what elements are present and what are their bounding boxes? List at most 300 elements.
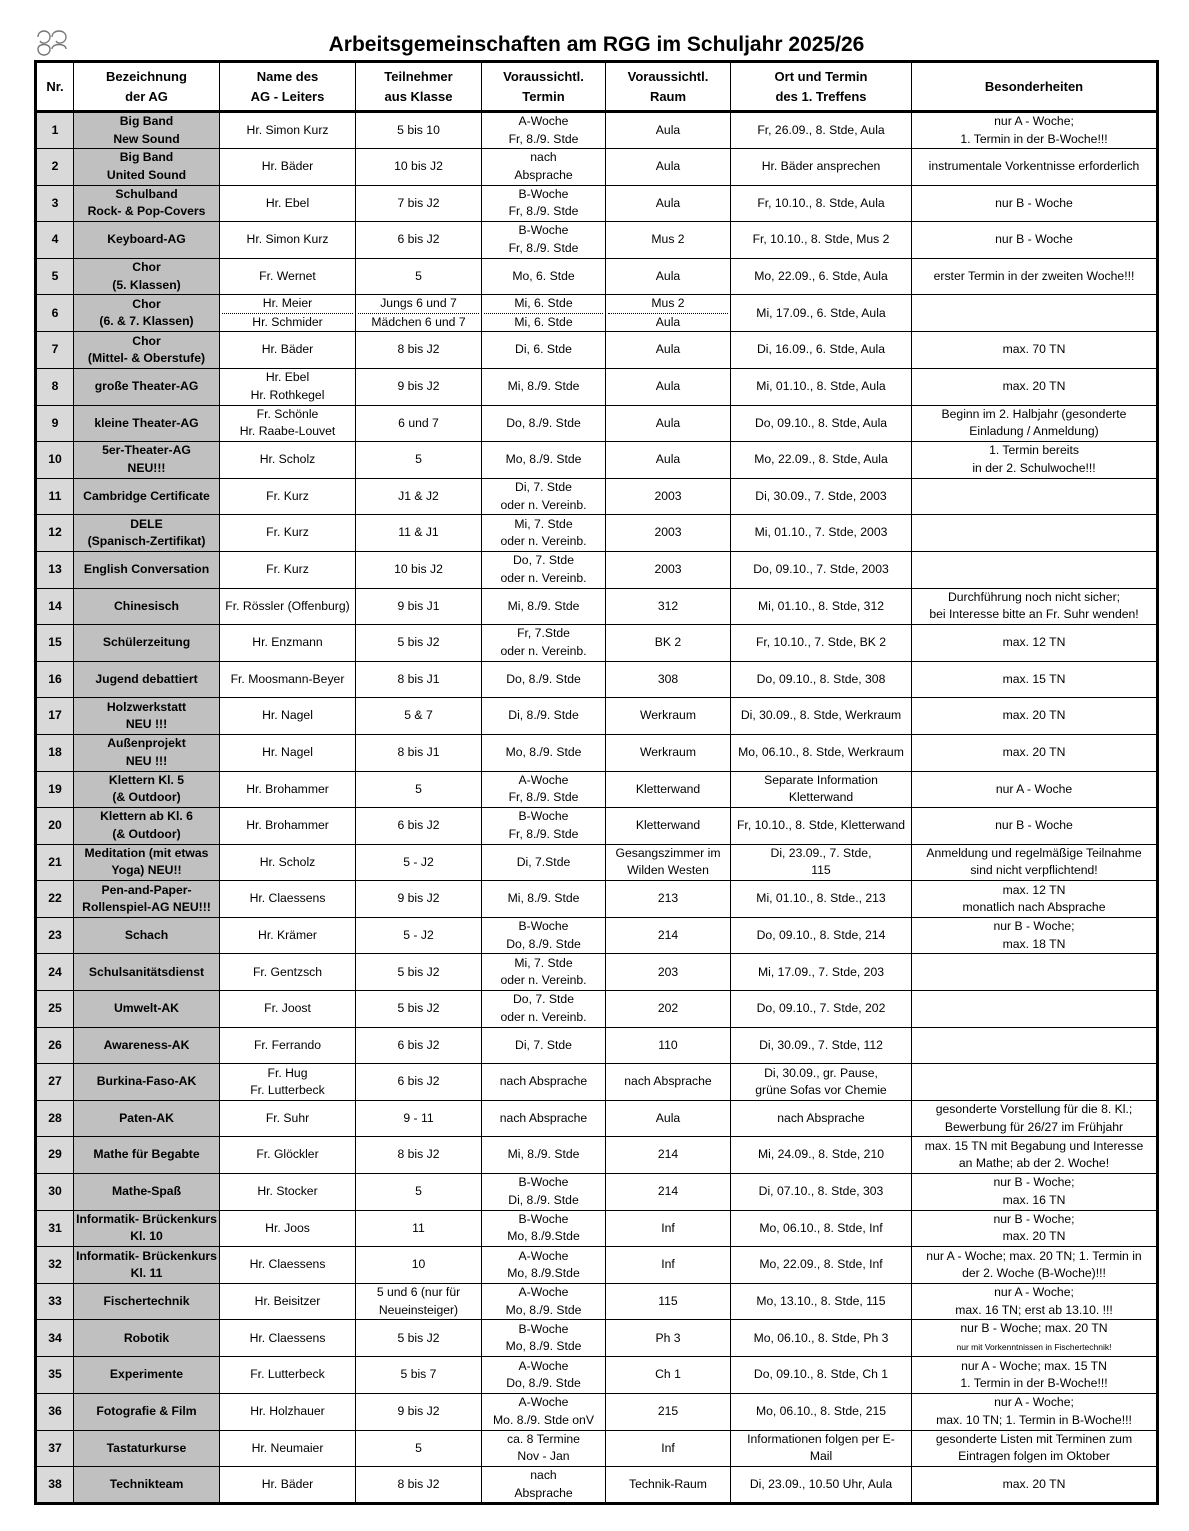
cell-leader: [220, 478, 356, 515]
cell-ag-name: [74, 1320, 220, 1357]
cell-line: nur A - Woche;: [994, 114, 1074, 128]
cell-line: 202: [657, 1001, 679, 1016]
cell-time: [482, 1137, 606, 1174]
cell-line: Mi, 7. Stde: [514, 516, 573, 531]
cell-line: Kl. 10: [130, 1229, 163, 1244]
cell-class: [356, 149, 482, 186]
cell-line: Do, 8./9. Stde: [506, 936, 581, 951]
cell-line: 17: [48, 708, 62, 723]
cell-line: Ph 3: [655, 1330, 681, 1345]
cell-line: 5: [415, 781, 422, 796]
cell-line: Mo, 8./9. Stde: [505, 452, 582, 467]
cell-first-meeting: [731, 588, 912, 625]
cell-leader: [220, 1357, 356, 1394]
cell-line: Nov - Jan: [517, 1449, 570, 1464]
cell-line: 10: [48, 452, 62, 467]
cell-ag-name: [74, 771, 220, 808]
cell-ag-name: [74, 1283, 220, 1320]
cell-line: nach Absprache: [624, 1074, 712, 1089]
cell-line: 34: [48, 1330, 62, 1345]
table-row: [36, 1394, 1158, 1431]
cell-line: Aula: [655, 159, 681, 174]
cell-line: 7: [51, 342, 59, 357]
cell-line: nur B - Woche; max. 20 TN: [960, 1321, 1108, 1336]
cell-leader: [220, 405, 356, 442]
cell-line: Pen-and-Paper-: [101, 882, 192, 897]
cell-line: 1. Termin in der B-Woche!!!: [960, 131, 1108, 146]
cell-time: [482, 405, 606, 442]
cell-line: max. 20 TN: [1002, 708, 1066, 723]
table-row: [36, 1064, 1158, 1101]
cell-time: [482, 1320, 606, 1357]
cell-line: Umwelt-AK: [113, 1001, 179, 1016]
cell-line: 11: [48, 488, 62, 503]
cell-room: [606, 332, 731, 369]
cell-line: (6. & 7. Klassen): [99, 314, 194, 329]
cell-line: Inf: [661, 1257, 675, 1272]
cell-first-meeting: [731, 1100, 912, 1137]
cell-line: B-Woche: [518, 1211, 569, 1226]
cell-ag-name: [74, 1027, 220, 1064]
cell-leader: [220, 1467, 356, 1504]
cell-line: 6: [51, 305, 59, 320]
cell-line: 5: [415, 1440, 422, 1455]
cell-line: max. 70 TN: [1002, 342, 1066, 357]
cell-room: [606, 478, 731, 515]
cell-line: Aula: [655, 314, 681, 329]
cell-nr: [36, 1357, 74, 1394]
table-row: [36, 368, 1158, 405]
cell-time: [482, 149, 606, 186]
cell-room: [606, 149, 731, 186]
cell-time: [482, 1064, 606, 1101]
cell-line: Schulsanitätsdienst: [88, 964, 205, 979]
cell-line: Mo, 22.09., 8. Stde, Aula: [754, 452, 888, 467]
cell-nr: [36, 954, 74, 991]
cell-line: 19: [48, 781, 62, 796]
cell-notes: [912, 698, 1158, 735]
cell-line: oder n. Vereinb.: [500, 534, 587, 549]
cell-line: Mo, 22.09., 6. Stde, Aula: [754, 268, 888, 283]
cell-line: max. 12 TN: [1002, 635, 1066, 650]
cell-line: Neueinsteiger): [378, 1302, 459, 1317]
cell-line: 8 bis J2: [397, 1476, 440, 1491]
cell-ag-name: [74, 258, 220, 295]
cell-line: A-Woche: [518, 1358, 569, 1373]
cell-line: 37: [48, 1440, 62, 1455]
cell-nr: [36, 405, 74, 442]
cell-line: nach Absprache: [499, 1110, 588, 1125]
cell-line: Klettern Kl. 5: [108, 772, 185, 787]
cell-line: Do, 7. Stde: [513, 992, 574, 1007]
cell-line: nach Absprache: [777, 1110, 865, 1125]
cell-line: max. 20 TN: [1002, 1229, 1066, 1244]
cell-leader: [220, 1394, 356, 1431]
cell-line: 6 bis J2: [397, 1037, 440, 1052]
cell-nr: [36, 295, 74, 332]
table-row: [36, 1174, 1158, 1211]
cell-line: 35: [48, 1367, 62, 1382]
cell-first-meeting: [731, 734, 912, 771]
cell-line: Wilden Westen: [627, 863, 709, 878]
cell-time: [482, 551, 606, 588]
cell-time: [482, 1027, 606, 1064]
cell-line: Fr, 8./9. Stde: [508, 240, 579, 255]
cell-time: [482, 588, 606, 625]
cell-line: Di, 6. Stde: [515, 342, 572, 357]
cell-notes: [912, 1137, 1158, 1174]
table-row: [36, 734, 1158, 771]
cell-line: English Conversation: [83, 561, 210, 576]
cell-first-meeting: [731, 478, 912, 515]
cell-class: [356, 551, 482, 588]
cell-nr: [36, 1320, 74, 1357]
cell-class: [356, 1027, 482, 1064]
cell-line: 10: [411, 1257, 426, 1272]
cell-line: Tastaturkurse: [106, 1440, 187, 1455]
cell-line: Mi, 8./9. Stde: [507, 379, 580, 394]
cell-line: A-Woche: [518, 1285, 569, 1300]
cell-line: nur A - Woche;: [994, 1395, 1074, 1410]
cell-line: nur B - Woche;: [993, 1211, 1075, 1226]
cell-line: Big Band: [119, 114, 174, 128]
cell-ag-name: [74, 405, 220, 442]
cell-room: [606, 734, 731, 771]
cell-leader: [220, 1100, 356, 1137]
cell-first-meeting: [731, 917, 912, 954]
header-notes: Besonderheiten: [912, 62, 1158, 112]
cell-nr: [36, 442, 74, 479]
cell-line: Fr. Gentzsch: [252, 964, 323, 979]
cell-line: Aula: [655, 342, 681, 357]
cell-line: 1. Termin in der B-Woche!!!: [960, 1376, 1108, 1391]
cell-leader: [220, 1137, 356, 1174]
table-row: [36, 551, 1158, 588]
cell-leader: [220, 295, 356, 332]
cell-class: [356, 478, 482, 515]
cell-line: Chor: [132, 260, 161, 275]
table-row: [36, 478, 1158, 515]
cell-line: Hr. Claessens: [249, 1257, 326, 1272]
cell-notes: [912, 368, 1158, 405]
cell-line: 6 bis J2: [397, 818, 440, 833]
cell-nr: [36, 1100, 74, 1137]
cell-ag-name: [74, 881, 220, 918]
cell-leader: [220, 112, 356, 149]
cell-class: [356, 1320, 482, 1357]
cell-line: Do, 7. Stde: [513, 553, 574, 568]
cell-line: 5 & 7: [404, 708, 433, 723]
page-title: Arbeitsgemeinschaften am RGG im Schuljahr 2025/26: [328, 33, 865, 56]
cell-line: 33: [48, 1293, 62, 1308]
cell-class: [356, 1210, 482, 1247]
cell-line: Chinesisch: [113, 598, 180, 613]
cell-line: 6 bis J2: [397, 1074, 440, 1089]
cell-line: 5 bis J2: [397, 1001, 440, 1016]
cell-line: 8 bis J2: [397, 1147, 440, 1162]
cell-leader: [220, 625, 356, 662]
cell-line: 11 & J1: [398, 525, 439, 540]
cell-nr: [36, 222, 74, 259]
cell-notes: [912, 1210, 1158, 1247]
cell-line: A-Woche: [518, 114, 569, 128]
cell-line: gesonderte Listen mit Terminen zum: [935, 1431, 1133, 1446]
cell-line: Hr. Ebel: [265, 195, 310, 210]
cell-line: 8: [51, 379, 59, 394]
cell-leader: [220, 258, 356, 295]
cell-line: Mi, 6. Stde: [484, 295, 603, 314]
cell-line: 28: [48, 1110, 62, 1125]
cell-line: Mus 2: [651, 232, 685, 247]
cell-ag-name: [74, 1467, 220, 1504]
cell-line: BK 2: [654, 635, 682, 650]
cell-line: Hr. Scholz: [259, 854, 316, 869]
cell-notes: [912, 515, 1158, 552]
cell-line: max. 15 TN mit Begabung und Interesse: [924, 1138, 1144, 1153]
cell-nr: [36, 1283, 74, 1320]
cell-line: Fr, 10.10., 8. Stde, Mus 2: [752, 232, 890, 247]
cell-line: Paten-AK: [119, 1110, 174, 1125]
cell-line: 1: [51, 122, 59, 137]
cell-time: [482, 1467, 606, 1504]
cell-nr: [36, 625, 74, 662]
cell-leader: [220, 588, 356, 625]
cell-time: [482, 515, 606, 552]
cell-ag-name: [74, 954, 220, 991]
cell-line: Di, 7. Stde: [515, 1037, 572, 1052]
cell-room: [606, 808, 731, 845]
cell-class: [356, 295, 482, 332]
cell-room: [606, 405, 731, 442]
cell-class: [356, 222, 482, 259]
cell-line: Fr, 10.10., 8. Stde, Aula: [757, 195, 885, 210]
cell-line: 3: [51, 195, 59, 210]
cell-leader: [220, 149, 356, 186]
cell-line: in der 2. Schulwoche!!!: [972, 460, 1096, 475]
cell-first-meeting: [731, 1394, 912, 1431]
table-row: [36, 405, 1158, 442]
cell-leader: [220, 808, 356, 845]
cell-first-meeting: [731, 771, 912, 808]
cell-line: Fr. Schönle: [256, 406, 319, 421]
cell-line: B-Woche: [518, 1175, 569, 1190]
cell-line: Mi, 01.10., 8. Stde, 312: [757, 598, 885, 613]
cell-notes: [912, 1467, 1158, 1504]
cell-ag-name: [74, 1064, 220, 1101]
cell-line: 9: [51, 415, 59, 430]
cell-line: max. 16 TN: [1002, 1192, 1066, 1207]
cell-line: 214: [657, 1184, 679, 1199]
cell-class: [356, 405, 482, 442]
cell-line: Hr. Bäder: [261, 1476, 314, 1491]
cell-time: [482, 844, 606, 881]
cell-leader: [220, 698, 356, 735]
cell-class: [356, 698, 482, 735]
cell-nr: [36, 1430, 74, 1467]
cell-line: max. 20 TN: [1002, 744, 1066, 759]
cell-line: 115: [811, 863, 831, 878]
cell-line: nur B - Woche: [995, 195, 1073, 210]
cell-leader: [220, 917, 356, 954]
cell-nr: [36, 1247, 74, 1284]
cell-line: Kletterwand: [635, 781, 701, 796]
cell-line: 8 bis J2: [397, 342, 440, 357]
cell-line: Do, 8./9. Stde: [506, 1376, 581, 1391]
cell-line: Mädchen 6 und 7: [371, 314, 466, 329]
cell-line: 24: [48, 964, 62, 979]
cell-time: [482, 917, 606, 954]
cell-line: Di, 7.Stde: [516, 854, 571, 869]
cell-line: an Mathe; ab der 2. Woche!: [958, 1156, 1110, 1171]
cell-ag-name: [74, 1137, 220, 1174]
cell-line: Hr. Ebel: [265, 370, 310, 385]
cell-line: 9 bis J2: [397, 1404, 440, 1419]
cell-class: [356, 258, 482, 295]
cell-nr: [36, 368, 74, 405]
cell-line: nur A - Woche: [995, 781, 1073, 796]
cell-line: Schulband: [115, 186, 178, 201]
cell-room: [606, 368, 731, 405]
cell-line: 5: [415, 452, 422, 467]
cell-line: 11: [412, 1220, 425, 1235]
cell-leader: [220, 1430, 356, 1467]
cell-nr: [36, 1027, 74, 1064]
table-row: [36, 625, 1158, 662]
cell-time: [482, 295, 606, 332]
cell-line: Mo, 8./9. Stde: [505, 744, 582, 759]
cell-notes: [912, 991, 1158, 1028]
cell-line: Fr. Kurz: [266, 488, 309, 503]
cell-line: Mo, 8./9. Stde: [505, 1302, 582, 1317]
cell-line: nach Absprache: [499, 1074, 588, 1089]
cell-ag-name: [74, 1394, 220, 1431]
cell-nr: [36, 771, 74, 808]
cell-class: [356, 1174, 482, 1211]
cell-time: [482, 222, 606, 259]
cell-time: [482, 1174, 606, 1211]
cell-class: [356, 1137, 482, 1174]
cell-line: Fr. Lutterbeck: [250, 1367, 325, 1382]
cell-line: Kl. 11: [130, 1266, 163, 1281]
cell-line: 2003: [654, 561, 682, 576]
ag-table: [34, 60, 1159, 1505]
cell-line: 5 und 6 (nur für: [376, 1285, 461, 1300]
cell-line: Mo, 06.10., 8. Stde, Inf: [759, 1220, 883, 1235]
cell-line: 5 bis J2: [397, 964, 440, 979]
cell-room: [606, 1467, 731, 1504]
cell-notes: [912, 1283, 1158, 1320]
cell-class: [356, 515, 482, 552]
cell-line: Hr. Rothkegel: [250, 387, 325, 402]
cell-time: [482, 112, 606, 149]
cell-line: (Spanisch-Zertifikat): [87, 534, 206, 549]
table-row: [36, 1100, 1158, 1137]
cell-time: [482, 1394, 606, 1431]
cell-class: [356, 1394, 482, 1431]
cell-line: Do, 8./9. Stde: [506, 671, 581, 686]
cell-nr: [36, 1467, 74, 1504]
cell-nr: [36, 478, 74, 515]
cell-nr: [36, 844, 74, 881]
table-row: [36, 1320, 1158, 1357]
cell-notes: [912, 1320, 1158, 1357]
cell-nr: [36, 808, 74, 845]
cell-line: 12: [48, 525, 62, 540]
cell-line: 38: [48, 1476, 62, 1491]
cell-line: 9 bis J1: [397, 598, 440, 613]
cell-line: Di, 30.09., 7. Stde, 112: [759, 1037, 883, 1052]
cell-line: 2: [51, 159, 59, 174]
cell-leader: [220, 222, 356, 259]
cell-class: [356, 442, 482, 479]
cell-nr: [36, 661, 74, 698]
cell-class: [356, 112, 482, 149]
cell-line: 18: [48, 744, 62, 759]
cell-line: Mi, 8./9. Stde: [507, 598, 580, 613]
cell-line: 5 - J2: [403, 854, 434, 869]
cell-line: bei Interesse bitte an Fr. Suhr wenden!: [929, 607, 1139, 622]
cell-line: Mi, 24.09., 8. Stde, 210: [757, 1147, 885, 1162]
cell-class: [356, 808, 482, 845]
cell-line: 5 bis J2: [397, 635, 440, 650]
cell-line: 16: [48, 671, 62, 686]
cell-line: nur B - Woche;: [993, 1175, 1075, 1190]
header-time: Voraussichtl. Termin: [482, 62, 606, 112]
cell-line: Durchführung noch nicht sicher;: [947, 589, 1121, 604]
cell-time: [482, 332, 606, 369]
cell-class: [356, 734, 482, 771]
cell-line: Aula: [655, 452, 681, 467]
cell-leader: [220, 515, 356, 552]
table-row: [36, 1027, 1158, 1064]
cell-line: Hr. Bäder: [261, 342, 314, 357]
cell-time: [482, 808, 606, 845]
cell-line: Chor: [132, 333, 161, 348]
cell-line: nur B - Woche;: [993, 919, 1075, 934]
cell-line: (& Outdoor): [112, 826, 181, 841]
cell-first-meeting: [731, 442, 912, 479]
cell-room: [606, 222, 731, 259]
cell-line: Di, 8./9. Stde: [508, 1192, 579, 1207]
cell-leader: [220, 661, 356, 698]
cell-line: New Sound: [113, 131, 180, 146]
table-row: [36, 588, 1158, 625]
cell-leader: [220, 771, 356, 808]
table-row: [36, 954, 1158, 991]
cell-first-meeting: [731, 991, 912, 1028]
cell-first-meeting: [731, 1174, 912, 1211]
cell-line: Di, 7. Stde: [515, 480, 572, 495]
cell-line: Di, 8./9. Stde: [508, 708, 579, 723]
cell-line: Meditation (mit etwas: [84, 845, 209, 860]
table-row: [36, 917, 1158, 954]
cell-class: [356, 368, 482, 405]
cell-room: [606, 588, 731, 625]
cell-line: Separate Information: [764, 772, 878, 787]
cell-room: [606, 661, 731, 698]
cell-nr: [36, 734, 74, 771]
cell-line: Hr. Brohammer: [246, 818, 329, 833]
cell-line: Fr. Kurz: [266, 525, 309, 540]
cell-line: Jugend debattiert: [95, 671, 198, 686]
cell-line: 31: [48, 1220, 62, 1235]
cell-line: 9 bis J2: [397, 379, 440, 394]
cell-line: 36: [48, 1404, 62, 1419]
cell-first-meeting: [731, 112, 912, 149]
cell-room: [606, 625, 731, 662]
cell-line: der 2. Woche (B-Woche)!!!: [962, 1266, 1106, 1281]
cell-line: 15: [48, 635, 62, 650]
